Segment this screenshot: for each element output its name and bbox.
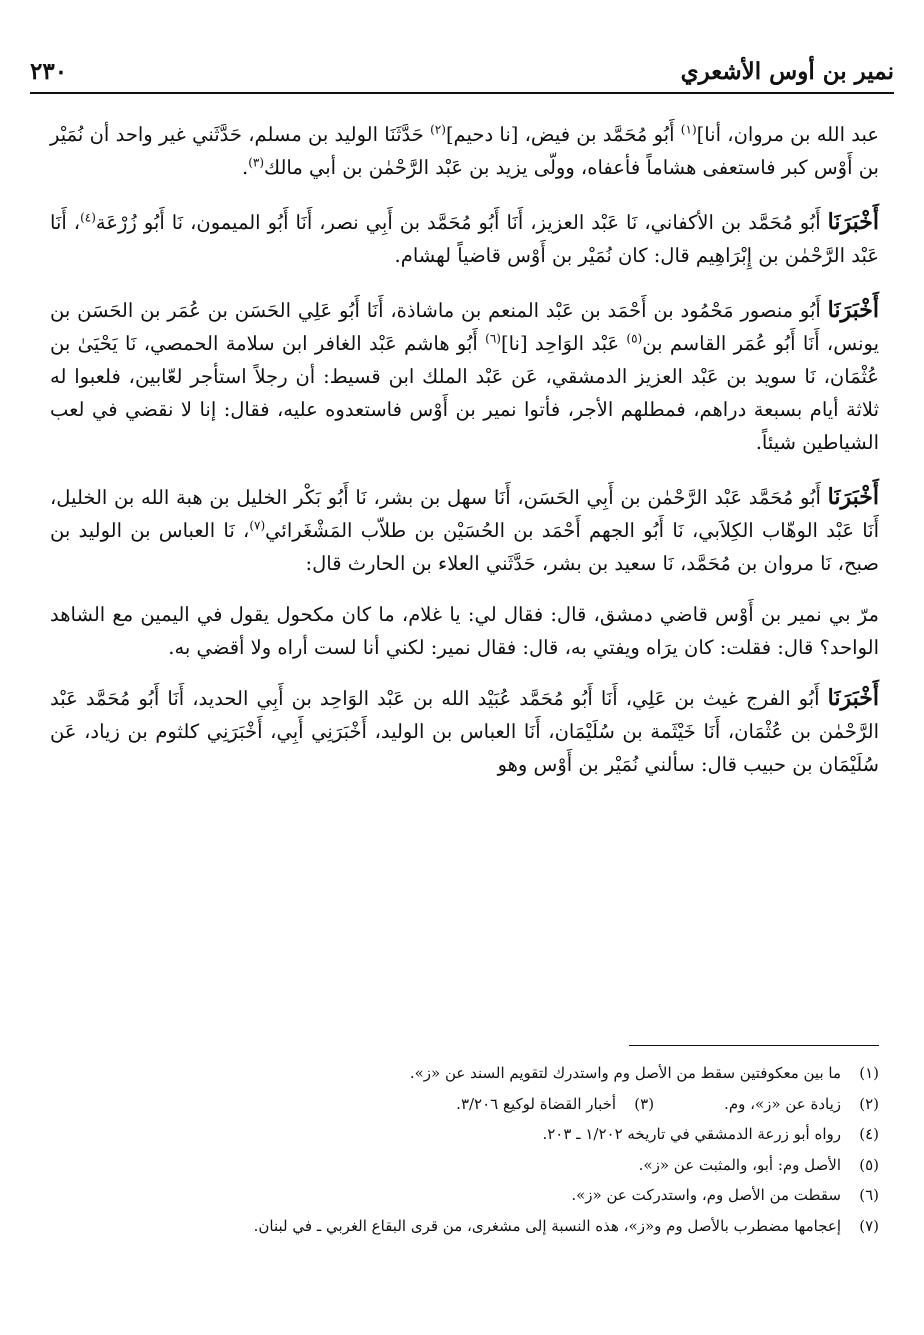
footnote-ref: (٢) xyxy=(430,122,446,137)
running-title: نمير بن أوس الأشعري xyxy=(680,57,894,85)
paragraph-1 xyxy=(50,118,879,184)
paragraph-text: أَبُو مُحَمَّد عَبْد الرَّحْمٰن بن أَبِي الحَسَن، أَنَا سهل بن بشر، نَا أَبُو بَكْر الخليل بن هبة الله بن الخليل، أَنَا عَبْد الوهّاب الكِلاَبي، نَا أَبُو الجهم أَحْمَد بن الحُسَيْن بن طلاّب المَشْغَرائي xyxy=(50,486,879,542)
page-header xyxy=(30,50,894,94)
footnotes xyxy=(50,1058,879,1241)
main-text xyxy=(50,118,879,803)
footnote-1 xyxy=(50,1058,879,1089)
footnote-number: (٢) xyxy=(859,1094,879,1113)
footnote-ref: (٥) xyxy=(626,331,643,346)
paragraph-4 xyxy=(50,481,879,580)
footnote-ref: (٧) xyxy=(249,518,266,533)
footnote-7 xyxy=(50,1211,879,1242)
paragraph-lead: أَخْبَرَنَا xyxy=(827,297,879,323)
footnote-4 xyxy=(50,1119,879,1150)
footnote-number: (٧) xyxy=(859,1216,879,1235)
footnote-text: زيادة عن «ز»، وم. xyxy=(724,1094,841,1113)
footnote-5 xyxy=(50,1150,879,1181)
paragraph-2 xyxy=(50,206,879,272)
paragraph-3 xyxy=(50,294,879,459)
paragraph-5 xyxy=(50,598,879,664)
paragraph-text: عَبْد الوَاحِد [نا] xyxy=(500,332,627,355)
paragraph-text: أَبُو هاشم عَبْد الغافر ابن سلامة الحمصي، نَا يَحْيَىٰ بن عُثْمَان، نَا سويد بن عَبْد العزيز الدمشقي، عَن عَبْد الملك ابن قسيط: أن رجلاً استأجر لعّابين، فلعبوا له ثلاثة أيام بسبعة دراهم، فمطلهم الأجر، فأتوا نمير بن أَوْس فاستعدوه عليه، فقال: إنا لا نقضي في لعب الشياطين شيئاً. xyxy=(50,332,879,454)
paragraph-text: أَبُو منصور مَحْمُود بن أَحْمَد بن عَبْد المنعم بن ماشاذة، أَنَا أَبُو عَلِي الحَسَن بن عُمَر بن الحَسَن بن يونس، أَنَا أَبُو عُمَر القاسم بن xyxy=(50,299,879,355)
footnote-number: (٦) xyxy=(859,1186,879,1204)
paragraph-text: أَبُو مُحَمَّد بن فيض، [نا دحيم] xyxy=(445,123,681,146)
footnote-text: إعجامها مضطرب بالأصل وم و«ز»، هذه النسبة إلى مشغرى، من قرى البقاع الغربي ـ في لبنان. xyxy=(253,1216,841,1235)
footnote-text: رواه أبو زرعة الدمشقي في تاريخه ١/٢٠٢ ـ ٢٠٣. xyxy=(542,1125,841,1143)
footnote-3 xyxy=(456,1089,654,1120)
footnote-ref: (١) xyxy=(680,122,697,137)
footnote-text: أخبار القضاة لوكيع ٣/٢٠٦. xyxy=(456,1094,617,1113)
footnote-6 xyxy=(50,1180,879,1211)
footnote-number: (٣) xyxy=(634,1094,655,1113)
footnote-text: سقطت من الأصل وم، واستدركت عن «ز». xyxy=(571,1186,841,1204)
paragraph-text: ، نَا العباس بن الوليد بن صبح، نَا مروان بن مُحَمَّد، نَا سعيد بن بشر، حَدَّثَني العلاء بن الحارث قال: xyxy=(50,519,879,575)
paragraph-text: أَبُو مُحَمَّد بن الأكفاني، نَا عَبْد العزيز، أَنَا أَبُو مُحَمَّد بن أَبِي نصر، أَنَا أَبُو الميمون، نَا أَبُو زُرْعَة xyxy=(95,211,828,234)
footnote-separator xyxy=(629,1045,879,1046)
paragraph-lead: أَخْبَرَنَا xyxy=(827,685,879,711)
footnote-pair xyxy=(456,1089,841,1120)
paragraph-text: ، أَنَا عَبْد الرَّحْمٰن بن إِبْرَاهِيم قال: كان نُمَيْر بن أَوْس قاضياً لهشام. xyxy=(50,211,879,267)
paragraph-lead: أَخْبَرَنَا xyxy=(827,484,879,510)
paragraph-lead: أَخْبَرَنَا xyxy=(827,209,879,235)
footnote-2-3 xyxy=(50,1089,879,1120)
footnote-ref: (٣) xyxy=(248,155,265,170)
paragraph-6 xyxy=(50,682,879,781)
paragraph-text: . xyxy=(241,156,249,179)
footnote-text: الأصل وم: أبو، والمثبت عن «ز». xyxy=(638,1155,841,1174)
footnote-number: (٥) xyxy=(859,1155,879,1174)
footnote-number: (٤) xyxy=(859,1125,879,1143)
paragraph-text: عبد الله بن مروان، أنا] xyxy=(696,123,879,146)
paragraph-text: مرّ بي نمير بن أَوْس قاضي دمشق، قال: فقال لي: يا غلام، ما كان مكحول يقول في اليمين مع الشاهد الواحد؟ قال: فقلت: كان يرَاه ويفتي به، قال: فقال نمير: لكني أنا لست أراه ولا أقضي به. xyxy=(50,603,879,659)
footnote-ref: (٦) xyxy=(485,331,501,346)
paragraph-text: أَبُو الفرج غيث بن عَلِي، أَنَا أَبُو مُحَمَّد عُبَيْد الله بن عَبْد الوَاحِد بن أَبِي الحديد، أَنَا أَبُو مُحَمَّد عَبْد الرَّحْمٰن بن عُثْمَان، أَنَا خَيْثَمة بن سُلَيْمَان، أَنَا العباس بن الوليد، أَخْبَرَنِي أَبِي، أَخْبَرَنِي كلثوم بن زياد، عَن سُلَيْمَان بن حبيب قال: سألني نُمَيْر بن أَوْس وهو xyxy=(50,687,879,776)
footnote-text: ما بين معكوفتين سقط من الأصل وم واستدرك لتقويم السند عن «ز». xyxy=(409,1064,841,1082)
footnote-number: (١) xyxy=(859,1064,879,1082)
footnote-ref: (٤) xyxy=(80,210,96,225)
paragraph-text: حَدَّثَنَا الوليد بن مسلم، حَدَّثَني غير واحد أن نُمَيْر بن أَوْس كبر فاستعفى هشاماً فأعفاه، وولّى يزيد بن عَبْد الرَّحْمٰن بن أبي مالك xyxy=(50,123,879,179)
page-number: ٢٣٠ xyxy=(30,57,68,85)
